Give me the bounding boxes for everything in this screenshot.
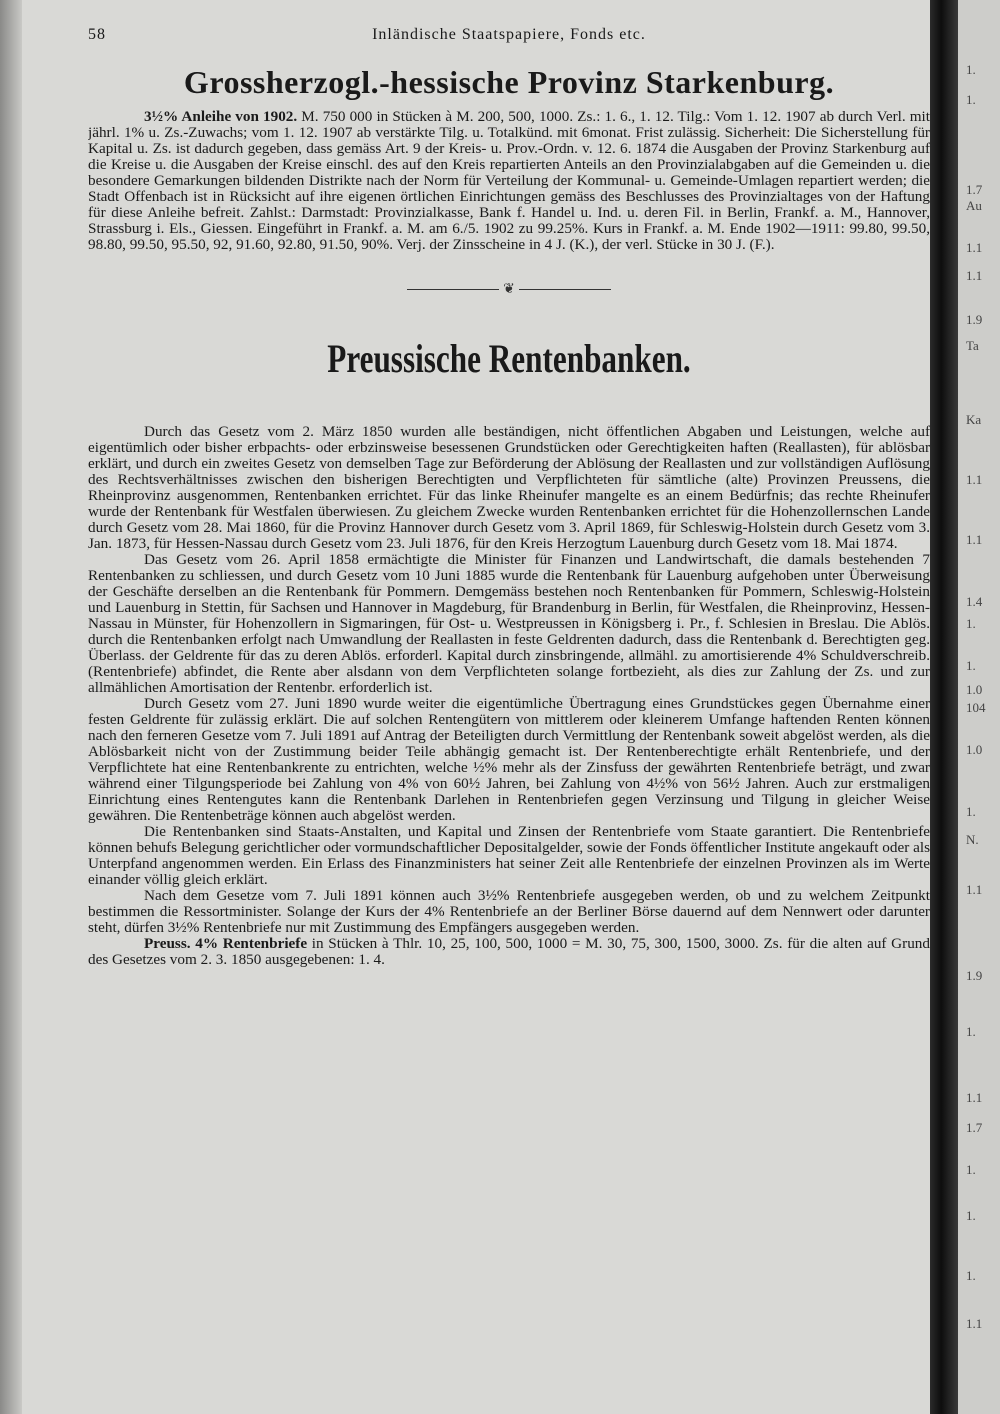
facing-page-text: 104 (966, 700, 986, 715)
facing-page-text: 1.1 (966, 240, 983, 255)
facing-page-text: 1.1 (966, 882, 983, 897)
facing-page-text: Ka (966, 412, 982, 427)
facing-page-text: 1.9 (966, 312, 983, 327)
facing-page-text: 1. (966, 62, 976, 77)
facing-page-text: 1.0 (966, 742, 983, 757)
facing-page-text: 1. (966, 804, 976, 819)
page-header (88, 22, 930, 52)
rentenbanken-paragraph-3: Durch Gesetz vom 27. Juni 1890 wurde weiter die eigentümliche Übertragung eines Grundstückes gegen Übernahme einer festen Geldrente für zulässig erklärt. Die auf solchen Rentengütern von mittlerem oder kleinerem Umfange haftenden Renten können nach den ferneren Gesetze vom 7. Juli 1891 auf Antrag der Beteiligten durch Vermittlung der Rentenbank soweit abgelöst werden, als die Ablösbarkeit nicht von der Zustimmung beider Teile abhängig gemacht ist. Der Rentenberechtigte erhält Rentenbriefe, und der Verpflichtete hat eine Rentenbankrente zu entrichten, welche ½% mehr als der Zinsfuss der gewährten Rentenbriefe beträgt, und zwar während einer Tilgungsperiode bei Zahlung von 4% von 60½ Jahren, bei Zahlung von 4½% von 56½ Jahren. Auch zur erstmaligen Einrichtung eines Rentengutes kann die Rentenbank Darlehen in Rentenbriefen gegen Verzinsung und Tilgung in gleicher Weise gewähren. Die Rentenbeträge können auch abgelöst werden. (88, 695, 930, 824)
running-head: Inländische Staatspapiere, Fonds etc. (372, 26, 646, 43)
facing-page-text: 1.1 (966, 472, 983, 487)
rentenbanken-paragraph-1: Durch das Gesetz vom 2. März 1850 wurden alle beständigen, nicht öffentlichen Abgaben und Leistungen, welche auf eigentümlich oder bisher erbpachts- oder erbzinsweise besessenen Grundstücken oder Gerechtigkeiten haften (Reallasten), für ablösbar erklärt, und durch ein zweites Gesetz von demselben Tage zur Beförderung der Ablösung der Reallasten und zur vollständigen Auflösung des Rechtsverhältnisses zwischen den bisherigen Berechtigten und Verpflichteten für sämtliche (alte) Provinzen Preussens, die Rheinprovinz ausgenommen, Rentenbanken errichtet. Für das linke Rheinufer mangelte es an einem Bedürfnis; das rechte Rheinufer wurde der Rentenbank für Westfalen überwiesen. Zu gleichem Zwecke wurden Rentenbanken errichtet für die Hohenzollernschen Lande durch Gesetz vom 28. Mai 1860, für die Provinz Hannover durch Gesetz vom 3. April 1869, für Schleswig-Holstein durch Gesetz vom 3. Jan. 1873, für Hessen-Nassau durch Gesetz vom 23. Juli 1876, für den Kreis Herzogtum Lauenburg durch Gesetz vom 18. Mai 1874. (88, 423, 930, 552)
rentenbanken-paragraph-5: Nach dem Gesetze vom 7. Juli 1891 können auch 3½% Rentenbriefe ausgegeben werden, ob und zu welchem Zeitpunkt bestimmen die Ressortminister. Solange der Kurs der 4% Rentenbriefe an der Berliner Börse dauernd auf dem Nennwert oder darunter steht, dürfen 3½% Rentenbriefe nur mit Zustimmung des Empfängers ausgegeben werden. (88, 887, 930, 936)
rentenbriefe-lead: Preuss. 4% Rentenbriefe (144, 935, 308, 952)
section-starkenburg (88, 64, 930, 253)
facing-page-text: Ta (966, 338, 979, 353)
facing-page-text: 1.7 (966, 182, 983, 197)
facing-page-text: 1.4 (966, 594, 983, 609)
starkenburg-loan-text: M. 750 000 in Stücken à M. 200, 500, 1000. Zs.: 1. 6., 1. 12. Tilg.: Vom 1. 12. 1907 ab durch Verl. mit jährl. 1% u. Zs.-Zuwachs; vom 1. 12. 1907 ab verstärkte Tilg. u. Totalkünd. mit 6monat. Frist zulässig. Sicherheit: Die Sicherstellung für Kapital u. Zs. ist dadurch gegeben, dass gemäss Art. 9 der Kreis- u. Prov.-Ordn. v. 12. 6. 1874 die Ausgaben der Provinz Starkenburg auf die Kreise u. die Ausgaben der Kreise einschl. des auf den Kreis repartierten Anteils an den Provinzialabgaben auf die Gemeinden u. die besondere Gemarkungen bildenden Distrikte nach der Norm für Verteilung der Kommunal- u. Gemeinde-Umlagen repartiert werden; die Stadt Offenbach ist in Rücksicht auf ihre eigenen örtlichen Einrichtungen gemäss des Beschlusses des Provinzialtages von der Haftung für diese Anleihe befreit. Zahlst.: Darmstadt: Provinzialkasse, Bank f. Handel u. Ind. u. deren Fil. in Berlin, Frankf. a. M., Hannover, Strassburg i. Els., Giessen. Eingeführt in Frankf. a. M. am 6./5. 1902 zu 99.25%. Kurs in Frankf. a. M. Ende 1902—1911: 99.80, 99.50, 98.80, 99.50, 95.50, 92, 91.60, 92.80, 91.50, 90%. Verj. der Zinsscheine in 4 J. (K.), der verl. Stücke in 30 J. (F.). (88, 108, 930, 253)
rentenbriefe-paragraph (88, 936, 930, 968)
section-divider (88, 283, 930, 295)
starkenburg-paragraph (88, 109, 930, 253)
facing-page-text: 1. (966, 616, 976, 631)
facing-page-text: 1.1 (966, 532, 983, 547)
facing-page-text: 1. (966, 1208, 976, 1223)
facing-page-text: 1. (966, 92, 976, 107)
facing-page-text: 1.9 (966, 968, 983, 983)
page-left-edge-shadow (0, 0, 22, 1414)
rentenbanken-paragraph-2: Das Gesetz vom 26. April 1858 ermächtigte die Minister für Finanzen und Landwirtschaft, die damals bestehenden 7 Rentenbanken zu schliessen, und durch Gesetz vom 10 Juni 1885 wurde die Rentenbank für Lauenburg aufgehoben unter Überweisung der Geschäfte derselben an die Rentenbank für Pommern. Demgemäss bestehen noch Rentenbanken für Pommern, Schleswig-Holstein und Lauenburg in Stettin, für Sachsen und Hannover in Magdeburg, für Brandenburg in Berlin, für Westfalen, die Rheinprovinz, Hessen-Nassau in Münster, für Hohenzollern in Sigmaringen, für Ost- u. Westpreussen in Königsberg i. Pr., f. Schlesien in Breslau. Die Ablös. durch die Rentenbanken erfolgt nach Umwandlung der Reallasten in feste Geldrenten dadurch, dass die Rentenbank d. Berechtigten geg. Überlass. der Geldrente für das zu deren Ablös. erforderl. Kapital durch zinsbringende, allmähl. zu amortisierende 4% Schuldverschreib. (Rentenbriefe) abfindet, die Rente aber alsdann von dem Verpflichteten solange fortbezieht, als dies zur Zahlung der Zs. und zur allmählichen Amortisation der Rentenbr. erforderlich ist. (88, 551, 930, 696)
facing-page-text: N. (966, 832, 979, 847)
facing-page-fragment (958, 0, 1000, 1414)
section-rentenbanken (88, 335, 930, 968)
facing-page-text: 1. (966, 1024, 976, 1039)
facing-page-text: 1.1 (966, 268, 983, 283)
facing-page-text: 1.1 (966, 1090, 983, 1105)
divider-line-left (407, 289, 499, 290)
starkenburg-loan-lead: 3½% Anleihe von 1902. (144, 108, 298, 125)
page-number: 58 (88, 26, 106, 43)
book-gutter-shadow (930, 0, 958, 1414)
text-column (88, 22, 930, 1407)
divider-ornament: ❦ (503, 281, 515, 297)
divider-line-right (519, 289, 611, 290)
facing-page-text: 1. (966, 1268, 976, 1283)
section-title-rentenbanken: Preussische Rentenbanken. (327, 336, 691, 381)
rentenbriefe-text: in Stücken à Thlr. 10, 25, 100, 500, 1000 = M. 30, 75, 300, 1500, 3000. Zs. für die alten auf Grund des Gesetzes vom 2. 3. 1850 ausgegebenen: 1. 4. (88, 935, 930, 968)
facing-page-text: 1.1 (966, 1316, 983, 1331)
rentenbanken-paragraph-4: Die Rentenbanken sind Staats-Anstalten, und Kapital und Zinsen der Rentenbriefe vom Staate garantiert. Die Rentenbriefe können behufs Belegung gerichtlicher oder vormundschaftlicher Depositalgelder, sowie der Fonds öffentlicher Institute angekauft oder als Unterpfand angenommen werden. Ein Erlass des Finanzministers hat seiner Zeit alle Rentenbriefe der einzelnen Provinzen als im Werte einander völlig gleich erklärt. (88, 823, 930, 888)
facing-page-text: Au (966, 198, 982, 213)
facing-page-text: 1. (966, 1162, 976, 1177)
section-title-starkenburg: Grossherzogl.-hessische Provinz Starkenburg. (183, 64, 835, 100)
facing-page-text: 1.0 (966, 682, 983, 697)
facing-page-text: 1. (966, 658, 976, 673)
facing-page-text: 1.7 (966, 1120, 983, 1135)
